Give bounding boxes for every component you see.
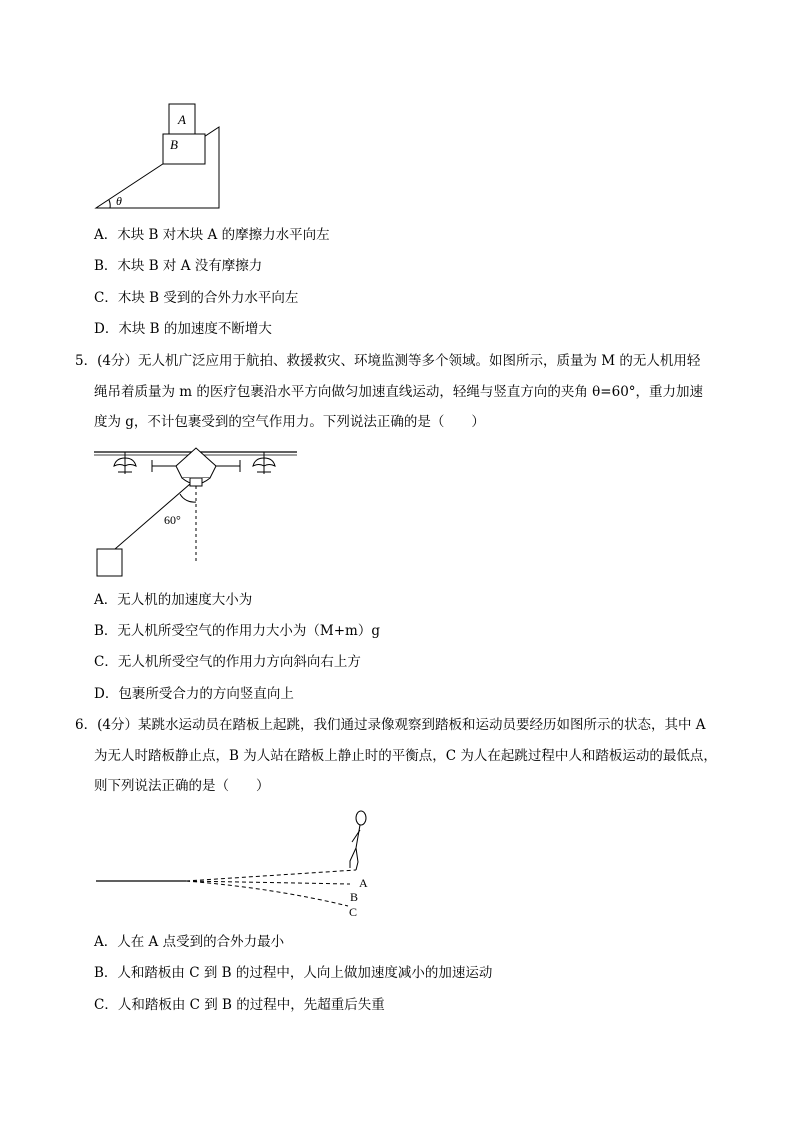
q6-stem-line-2: 为无人时踏板静止点，B 为人站在踏板上静止时的平衡点，C 为人在起跳过程中人和踏板运动的最低点， <box>94 748 717 764</box>
package <box>97 549 122 576</box>
q5-option-a: A．无人机的加速度大小为 <box>94 592 253 608</box>
diver-figure <box>350 811 366 870</box>
q4-option-b: B．木块 B 对 A 没有摩擦力 <box>94 258 263 274</box>
incline-figure <box>90 100 230 212</box>
board-position-c <box>186 881 348 906</box>
q5-stem-line-2: 绳吊着质量为 m 的医疗包裹沿水平方向做匀加速直线运动，轻绳与竖直方向的夹角 θ=60°，重力加速 <box>94 384 704 400</box>
angle-arc <box>109 200 110 208</box>
q6-option-a: A．人在 A 点受到的合外力最小 <box>94 934 285 950</box>
q6-stem-line-1: 6．(4分）某跳水运动员在踏板上起跳，我们通过录像观察到踏板和运动员要经历如图所示的状态，其中 A <box>75 717 706 733</box>
drone-figure <box>92 444 302 580</box>
block-a-label: A <box>178 112 186 127</box>
angle-60-label: 60° <box>164 513 181 527</box>
drone-body <box>152 448 240 486</box>
q5-stem-line-1: 5．(4分）无人机广泛应用于航拍、救援救灾、环境监测等多个领域。如图所示，质量为 M 的无人机用轻 <box>75 353 701 369</box>
q4-option-a: A．木块 B 对木块 A 的摩擦力水平向左 <box>94 227 330 243</box>
label-b: B <box>350 890 359 904</box>
q6-stem-line-3: 则下列说法正确的是（ ） <box>94 778 270 794</box>
board-position-a <box>186 870 356 881</box>
q6-option-c: C．人和踏板由 C 到 B 的过程中，先超重后失重 <box>94 997 385 1013</box>
q5-option-d: D．包裹所受合力的方向竖直向上 <box>94 686 294 702</box>
q4-option-c: C．木块 B 受到的合外力水平向左 <box>94 290 299 306</box>
q6-option-b: B．人和踏板由 C 到 B 的过程中，人向上做加速度减小的加速运动 <box>94 965 493 981</box>
label-a: A <box>359 876 368 890</box>
q5-stem-line-3: 度为 g，不计包裹受到的空气作用力。下列说法正确的是（ ） <box>94 414 485 430</box>
q5-option-c: C．无人机所受空气的作用力方向斜向右上方 <box>94 654 361 670</box>
q4-option-d: D．木块 B 的加速度不断增大 <box>94 321 272 337</box>
diving-board-figure <box>94 806 384 922</box>
block-b-label: B <box>170 137 178 152</box>
angle-theta-label: θ <box>116 194 122 208</box>
q5-option-b: B．无人机所受空气的作用力大小为（M+m）g <box>94 623 380 639</box>
label-c: C <box>349 905 358 919</box>
angle-arc-60 <box>180 494 196 502</box>
